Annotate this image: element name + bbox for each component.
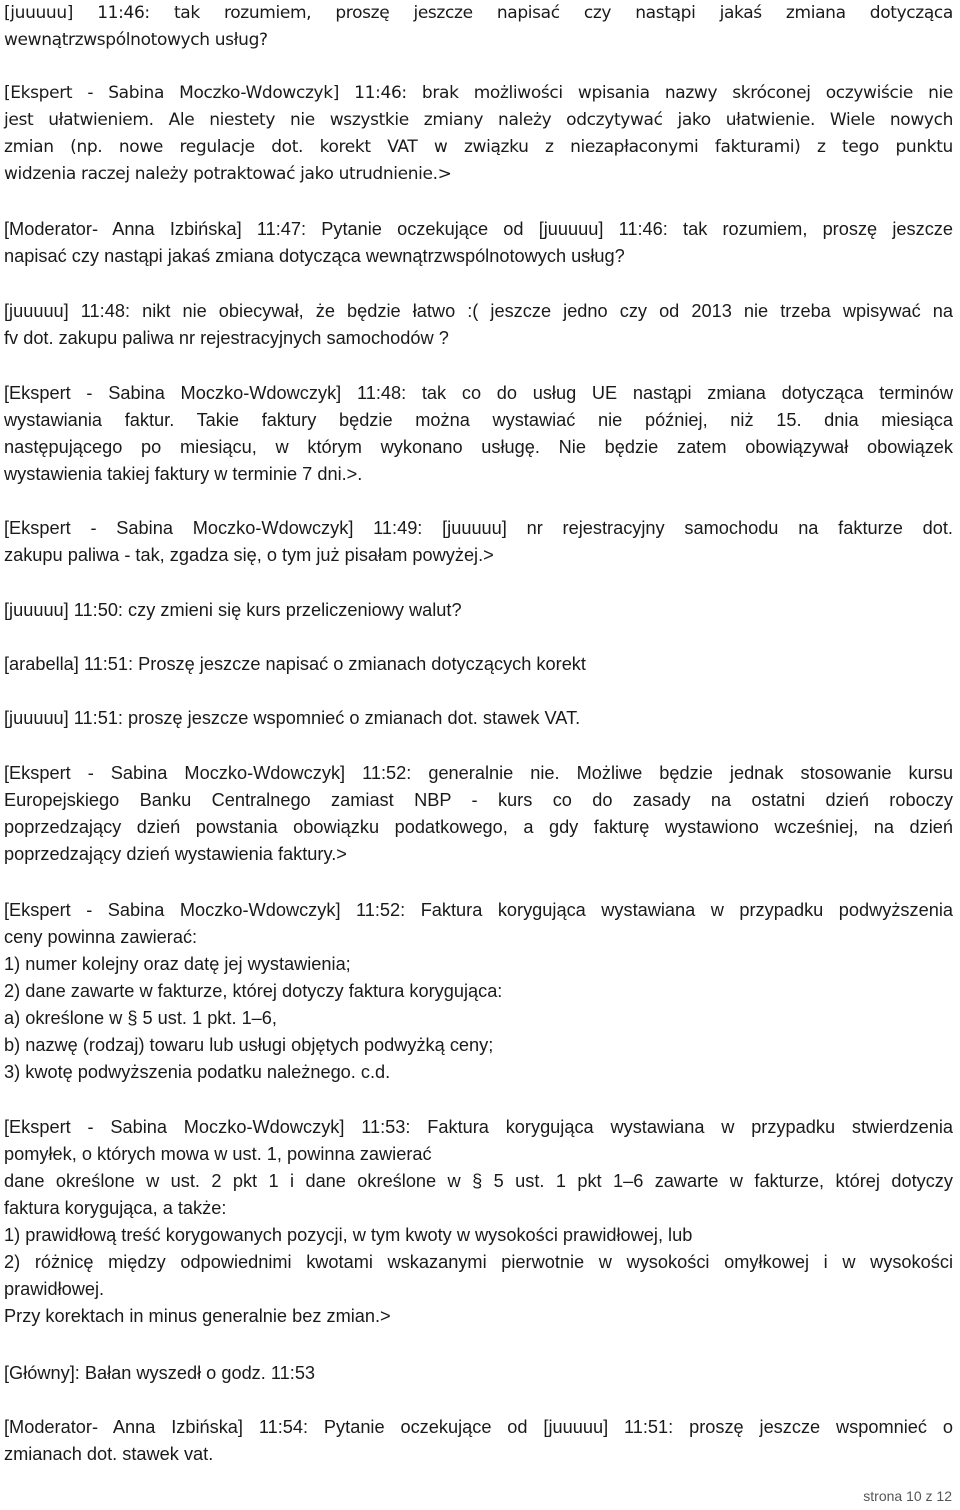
- text-line: pomyłek, o których mowa w ust. 1, powinna zawierać: [4, 1144, 432, 1164]
- chat-message: [4, 515, 953, 569]
- chat-message: [4, 80, 953, 188]
- text-line: [Ekspert - Sabina Moczko-Wdowczyk] 11:52: generalnie nie. Możliwe będzie jednak stosowanie kursu: [4, 763, 953, 783]
- text-line: [Główny]: Bałan wyszedł o godz. 11:53: [4, 1363, 316, 1383]
- text-line: napisać czy nastąpi jakaś zmiana dotycząca wewnątrzwspólnotowych usług?: [4, 246, 625, 266]
- text-line: [juuuuu] 11:48: nikt nie obiecywał, że będzie łatwo :( jeszcze jedno czy od 2013 nie trzeba wpisywać na: [4, 301, 953, 321]
- text-line: wystawiania faktur. Takie faktury będzie można wystawiać nie później, niż 15. dnia miesiąca: [4, 410, 953, 430]
- text-line: wystawienia takiej faktury w terminie 7 dni.>.: [4, 464, 363, 484]
- chat-message: [4, 216, 953, 270]
- text-line: [Moderator- Anna Izbińska] 11:54: Pytanie oczekujące od [juuuuu] 11:51: proszę jeszcze wspomnieć o: [4, 1417, 953, 1437]
- text-line: zakupu paliwa - tak, zgadza się, o tym już pisałam powyżej.>: [4, 545, 494, 565]
- text-line: poprzedzający dzień powstania obowiązku podatkowego, a gdy fakturę wystawiono wcześniej, na dzień: [4, 817, 953, 837]
- text-line: Przy korektach in minus generalnie bez zmian.>: [4, 1306, 391, 1326]
- text-line: b) nazwę (rodzaj) towaru lub usługi objętych podwyżką ceny;: [4, 1035, 494, 1055]
- text-line: [Ekspert - Sabina Moczko-Wdowczyk] 11:53: Faktura korygująca wystawiana w przypadku stwierdzenia: [4, 1117, 953, 1137]
- text-line: [Ekspert - Sabina Moczko-Wdowczyk] 11:48: tak co do usług UE nastąpi zmiana dotycząca terminów: [4, 383, 953, 403]
- chat-message: [4, 1114, 953, 1330]
- chat-message: [4, 1360, 953, 1387]
- text-line: poprzedzający dzień wystawienia faktury.>: [4, 844, 347, 864]
- text-line: 1) numer kolejny oraz datę jej wystawienia;: [4, 954, 351, 974]
- chat-message: [4, 597, 953, 624]
- text-line: [Moderator- Anna Izbińska] 11:47: Pytanie oczekujące od [juuuuu] 11:46: tak rozumiem, proszę jeszcze: [4, 219, 953, 239]
- text-line: zmian (np. nowe regulacje dot. korekt VAT w związku z niezapłaconymi fakturami) z tego punktu: [4, 137, 953, 157]
- chat-message: [4, 651, 953, 678]
- chat-message: [4, 897, 953, 1086]
- text-line: [Ekspert - Sabina Moczko-Wdowczyk] 11:52: Faktura korygująca wystawiana w przypadku podwyższenia: [4, 900, 953, 920]
- chat-message: [4, 298, 953, 352]
- text-line: jest ułatwieniem. Ale niestety nie wszystkie zmiany należy odczytywać jako ułatwienie. Wiele nowych: [4, 110, 953, 130]
- text-line: [juuuuu] 11:50: czy zmieni się kurs przeliczeniowy walut?: [4, 600, 462, 620]
- text-line: 2) dane zawarte w fakturze, której dotyczy faktura korygująca:: [4, 981, 503, 1001]
- text-line: wewnątrzwspólnotowych usług?: [4, 30, 268, 50]
- chat-message: [4, 0, 953, 54]
- chat-message: [4, 760, 953, 868]
- text-line: fv dot. zakupu paliwa nr rejestracyjnych samochodów ?: [4, 328, 449, 348]
- chat-message: [4, 380, 953, 488]
- text-line: zmianach dot. stawek vat.: [4, 1444, 214, 1464]
- text-line: 1) prawidłową treść korygowanych pozycji, w tym kwoty w wysokości prawidłowej, lub: [4, 1225, 693, 1245]
- text-line: widzenia raczej należy potraktować jako utrudnienie.>: [4, 164, 452, 184]
- text-line: [juuuuu] 11:51: proszę jeszcze wspomnieć o zmianach dot. stawek VAT.: [4, 708, 581, 728]
- text-line: [arabella] 11:51: Proszę jeszcze napisać o zmianach dotyczących korekt: [4, 654, 586, 674]
- text-line: dane określone w ust. 2 pkt 1 i dane określone w § 5 ust. 1 pkt 1–6 zawarte w fakturze, której dotyczy: [4, 1171, 953, 1191]
- text-line: prawidłowej.: [4, 1279, 105, 1299]
- text-line: ceny powinna zawierać:: [4, 927, 198, 947]
- text-line: [Ekspert - Sabina Moczko-Wdowczyk] 11:46: brak możliwości wpisania nazwy skróconej oczywiście nie: [4, 83, 953, 103]
- text-line: [Ekspert - Sabina Moczko-Wdowczyk] 11:49: [juuuuu] nr rejestracyjny samochodu na fakturze dot.: [4, 518, 953, 538]
- chat-message: [4, 1414, 953, 1468]
- chat-message: [4, 705, 953, 732]
- text-line: 2) różnicę między odpowiednimi kwotami wskazanymi pierwotnie w wysokości omyłkowej i w wysokości: [4, 1252, 953, 1272]
- text-line: a) określone w § 5 ust. 1 pkt. 1–6,: [4, 1008, 277, 1028]
- text-line: następującego po miesiącu, w którym wykonano usługę. Nie będzie zatem obowiązywał obowiązek: [4, 437, 953, 457]
- page-number: strona 10 z 12: [863, 1488, 952, 1504]
- text-line: faktura korygująca, a także:: [4, 1198, 227, 1218]
- text-line: [juuuuu] 11:46: tak rozumiem, proszę jeszcze napisać czy nastąpi jakaś zmiana dotycząca: [4, 3, 953, 23]
- text-line: Europejskiego Banku Centralnego zamiast NBP - kurs co do zasady na ostatni dzień roboczy: [4, 790, 953, 810]
- text-line: 3) kwotę podwyższenia podatku należnego. c.d.: [4, 1062, 391, 1082]
